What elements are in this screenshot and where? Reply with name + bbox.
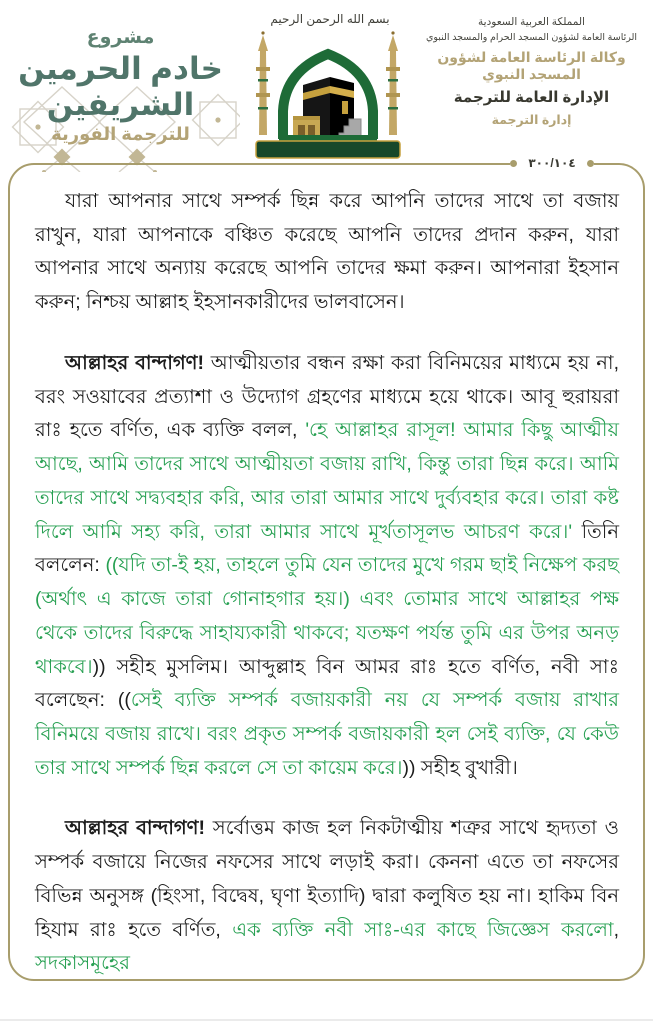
emblem-base (279, 135, 377, 141)
content-frame (8, 163, 645, 981)
gold-dot-icon (587, 160, 594, 167)
gold-dot-icon (510, 160, 517, 167)
body-text: যারা আপনার সাথে সম্পর্ক ছিন্ন করে আপনি তাদের সাথে তা বজায় রাখুন, যারা আপনাকে বঞ্চিত করেছে আপনি তাদের প্রদান করুন, যারা আপনার সাথে অন্যায় করেছে আপনি তাদের ক্ষমা করুন। আপনারা ইহসান করুন; নিশ্চয় আল্লাহ ইহসানকারীদের ভালবাসেন। (35, 190, 619, 314)
kingdom-line: المملكة العربية السعودية (478, 16, 585, 28)
quote-text: সদকাসমূহের (35, 952, 130, 975)
body-paragraph (35, 185, 619, 320)
translation-subtitle: للترجمة الفورية (51, 124, 190, 145)
body-text: , (613, 918, 619, 941)
document-number (510, 155, 594, 171)
right-minaret-icon (386, 31, 400, 135)
body-paragraph (35, 347, 619, 786)
address-bold-text: আল্লাহর বান্দাগণ! (65, 351, 204, 374)
translation-dept-line: إدارة الترجمة (491, 113, 572, 127)
presidency-line: الرئاسة العامة لشؤون المسجد الحرام والمسجد النبوي (425, 32, 638, 43)
quote-text: এক ব্যক্তি নবী সাঃ-এর কাছে জিজ্ঞেস করলো (232, 918, 614, 941)
organisation-titles (414, 16, 649, 127)
body-text: তিনি বললেন: (35, 520, 619, 577)
quote-text: ((যদি তা-ই হয়, তাহলে তুমি যেন তাদের মুখে গরম ছাই নিক্ষেপ করছ (অর্থাৎ এ কাজে তারা গোনাহগার হয়।) এবং তোমার সাথে আল্লাহর পক্ষ থেকে তাদের বিরুদ্ধে সাহায্যকারী থাকবে; যতক্ষণ পর্যন্ত তুমি এর উপর অনড় থাকবে। (35, 554, 619, 678)
left-minaret-icon (256, 31, 270, 135)
body-text: সর্বোত্তম কাজ হল নিকটাত্মীয় শত্রুর সাথে হৃদ্যতা ও সম্পর্ক বজায়ে নিজের নফসের সাথে লড়াই করা। কেননা এতে তা নফসের বিভিন্ন অনুসঙ্গ (হিংসা, বিদ্বেষ, ঘৃণা ইত্যাদি) দ্বারা কলুষিত হয় না। হাকিম বিন হিযাম রাঃ হতে বর্ণিত, (35, 817, 619, 941)
body-paragraph (35, 812, 619, 981)
project-title-calligraphy (8, 26, 233, 145)
document-number-value: ٣٠٠/١٠٤ (528, 156, 576, 170)
quote-text: 'হে আল্লাহর রাসূল! আমার কিছু আত্মীয় আছে, আমি তাদের সাথে আত্মীয়তা বজায় রাখি, কিন্তু তারা ছিন্ন করে। আমি তাদের সাথে সদ্ব্যবহার করি, আর তারা আমার সাথে দুর্ব্যবহার করে। তারা কষ্ট দিলে আমি সহ্য করি, তারা আমার সাথে মূর্খতাসূলভ আচরণ করে।' (35, 419, 619, 543)
general-admin-line: الإدارة العامة للترجمة (453, 89, 610, 106)
custodian-title: خادم الحرمين الشريفين (18, 51, 223, 122)
body-text: )) সহীহ বুখারী। (402, 756, 518, 779)
body-text: )) সহীহ মুসলিম। আব্দুল্লাহ বিন আমর রাঃ হতে বর্ণিত, নবী সাঃ বলেছেন: (( (35, 655, 619, 712)
body-text: আত্মীয়তার বন্ধন রক্ষা করা বিনিময়ের মাধ্যমে হয় না, বরং সওয়াবের প্রত্যাশা ও উদ্যোগ গ্রহণের মাধ্যমে হয়ে থাকে। আবূ হুরায়রা রাঃ হতে বর্ণিত, এক ব্যক্তি বলল, (35, 351, 619, 442)
agency-line: وكالة الرئاسة العامة لشؤون المسجد النبوي (437, 49, 626, 82)
bismillah-calligraphy: بسم الله الرحمن الرحيم (270, 12, 390, 26)
project-word: مشروع (86, 27, 155, 48)
emblem-banner (256, 141, 400, 158)
presidency-emblem (243, 27, 413, 159)
quote-text: সেই ব্যক্তি সম্পর্ক বজায়কারী নয় যে সম্পর্ক বজায় রাখার বিনিময়ে বজায় রাখে। বরং প্রকৃত সম্পর্ক বজায়কারী হল সেই ব্যক্তি, যে কেউ তার সাথে সম্পর্ক ছিন্ন করলে সে তা কায়েম করে। (35, 689, 619, 779)
address-bold-text: আল্লাহর বান্দাগণ! (65, 817, 205, 840)
page-bottom-edge (0, 1019, 653, 1021)
